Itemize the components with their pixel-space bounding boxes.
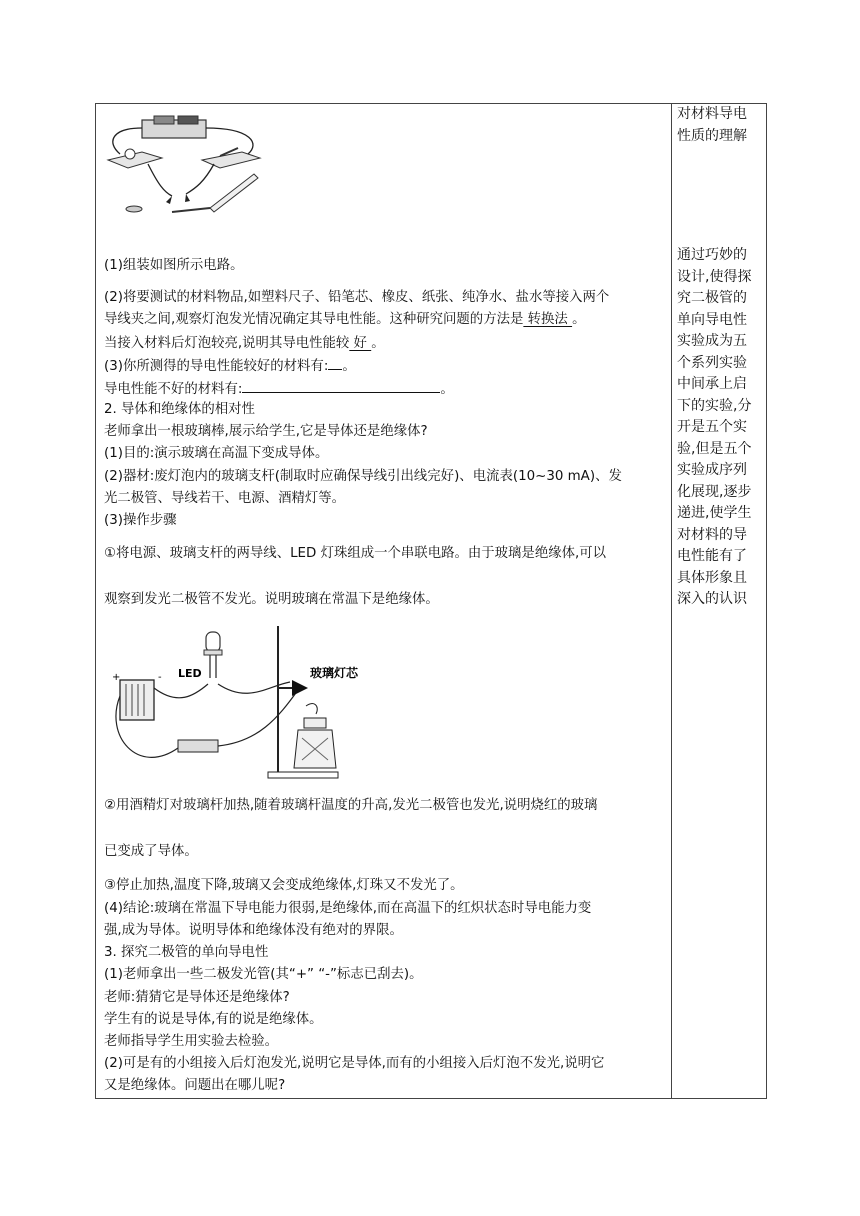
- side-note-line: 对材料导电: [677, 106, 747, 122]
- section-heading: 3. 探究二极管的单向导电性: [104, 945, 269, 960]
- procedure-heading: (3)操作步骤: [104, 513, 177, 528]
- answer-blank: [242, 379, 440, 393]
- equipment-line: 光二极管、导线若干、电源、酒精灯等。: [104, 491, 346, 506]
- glass-label: 玻璃灯芯: [310, 666, 359, 680]
- punctuation: 。: [371, 336, 385, 351]
- side-note-line: 验,但是五个: [677, 440, 752, 457]
- method-text: 导线夹之间,观察灯泡发光情况确定其导电性能。这种研究问题的方法是: [104, 312, 524, 327]
- led-label: LED: [178, 667, 202, 680]
- side-note-line: 设计,使得探: [677, 268, 752, 285]
- diode-observation: (2)可是有的小组接入后灯泡发光,说明它是导体,而有的小组接入后灯泡不发光,说明它: [104, 1056, 605, 1071]
- side-note-line: 通过巧妙的: [677, 247, 747, 263]
- side-note-line: 对材料的导: [677, 526, 747, 543]
- side-note-line: 单向导电性: [677, 311, 747, 328]
- brightness-text: 当接入材料后灯泡较亮,说明其导电性能较: [104, 336, 350, 351]
- circuit-figure-2: [108, 626, 358, 781]
- brightness-line: [104, 334, 385, 354]
- column-divider: [671, 104, 672, 1098]
- side-note-line: 开是五个实: [677, 419, 747, 435]
- teacher-guidance: 老师指导学生用实验去检验。: [104, 1034, 279, 1049]
- good-materials-text: (3)你所测得的导电性能较好的材料有:: [104, 359, 329, 374]
- side-note-line: 具体形象且: [677, 569, 747, 586]
- side-note-line: 实验成序列: [677, 462, 747, 478]
- side-note-line: 实验成为五: [677, 333, 747, 349]
- side-note-line: 化展现,逐步: [677, 483, 752, 500]
- circuit-figure-1: [102, 108, 262, 218]
- equipment-line: (2)器材:废灯泡内的玻璃支杆(制取时应确保导线引出线完好)、电流表(10~30 mA)、发: [104, 469, 622, 484]
- punctuation: 。: [440, 382, 454, 397]
- poor-materials-text: 导电性能不好的材料有:: [104, 382, 243, 397]
- procedure-step-2: ②用酒精灯对玻璃杆加热,随着玻璃杆温度的升高,发光二极管也发光,说明烧红的玻璃: [104, 798, 598, 813]
- plus-label: +: [112, 672, 121, 683]
- step-test-materials: (2)将要测试的材料物品,如塑料尺子、铅笔芯、橡皮、纸张、纯净水、盐水等接入两个: [104, 290, 610, 305]
- side-note-line: 递进,使学生: [677, 505, 752, 521]
- section-heading: 2. 导体和绝缘体的相对性: [104, 402, 255, 417]
- step-assemble-circuit: (1)组装如图所示电路。: [104, 258, 244, 273]
- procedure-step-1: 观察到发光二极管不发光。说明玻璃在常温下是绝缘体。: [104, 592, 439, 607]
- good-materials-line: [104, 356, 356, 377]
- poor-materials-line: [104, 379, 454, 400]
- punctuation: 。: [572, 312, 586, 327]
- teacher-question: 老师:猜猜它是导体还是绝缘体?: [104, 990, 290, 1005]
- side-note-line: 性质的理解: [677, 127, 747, 144]
- minus-label: -: [158, 672, 162, 683]
- diode-observation: 又是绝缘体。问题出在哪儿呢?: [104, 1078, 286, 1093]
- side-note-design: [677, 245, 763, 611]
- method-answer: 转换法: [523, 312, 573, 327]
- answer-blank: [328, 356, 342, 370]
- brightness-answer: 好: [349, 336, 372, 351]
- teacher-question: 老师拿出一根玻璃棒,展示给学生,它是导体还是绝缘体?: [104, 424, 428, 439]
- purpose-line: (1)目的:演示玻璃在高温下变成导体。: [104, 446, 329, 461]
- method-line: [104, 310, 585, 330]
- side-note-line: 下的实验,分: [677, 397, 752, 414]
- side-note-line: 中间承上启: [677, 376, 747, 392]
- side-note-line: 个系列实验: [677, 354, 747, 371]
- conclusion-line: 强,成为导体。说明导体和绝缘体没有绝对的界限。: [104, 923, 403, 938]
- side-note-understanding: [677, 104, 763, 147]
- side-note-line: 深入的认识: [677, 591, 747, 607]
- lesson-table: [95, 103, 767, 1099]
- procedure-step-3: ③停止加热,温度下降,玻璃又会变成绝缘体,灯珠又不发光了。: [104, 878, 464, 893]
- procedure-step-2: 已变成了导体。: [104, 844, 198, 859]
- conclusion-line: (4)结论:玻璃在常温下导电能力很弱,是绝缘体,而在高温下的红炽状态时导电能力变: [104, 901, 592, 916]
- diode-intro: (1)老师拿出一些二极发光管(其“+” “-”标志已刮去)。: [104, 967, 423, 982]
- procedure-step-1: ①将电源、玻璃支杆的两导线、LED 灯珠组成一个串联电路。由于玻璃是绝缘体,可以: [104, 546, 607, 561]
- side-note-line: 电性能有了: [677, 548, 747, 564]
- side-note-line: 究二极管的: [677, 290, 747, 306]
- punctuation: 。: [342, 359, 356, 374]
- student-answer: 学生有的说是导体,有的说是绝缘体。: [104, 1012, 323, 1027]
